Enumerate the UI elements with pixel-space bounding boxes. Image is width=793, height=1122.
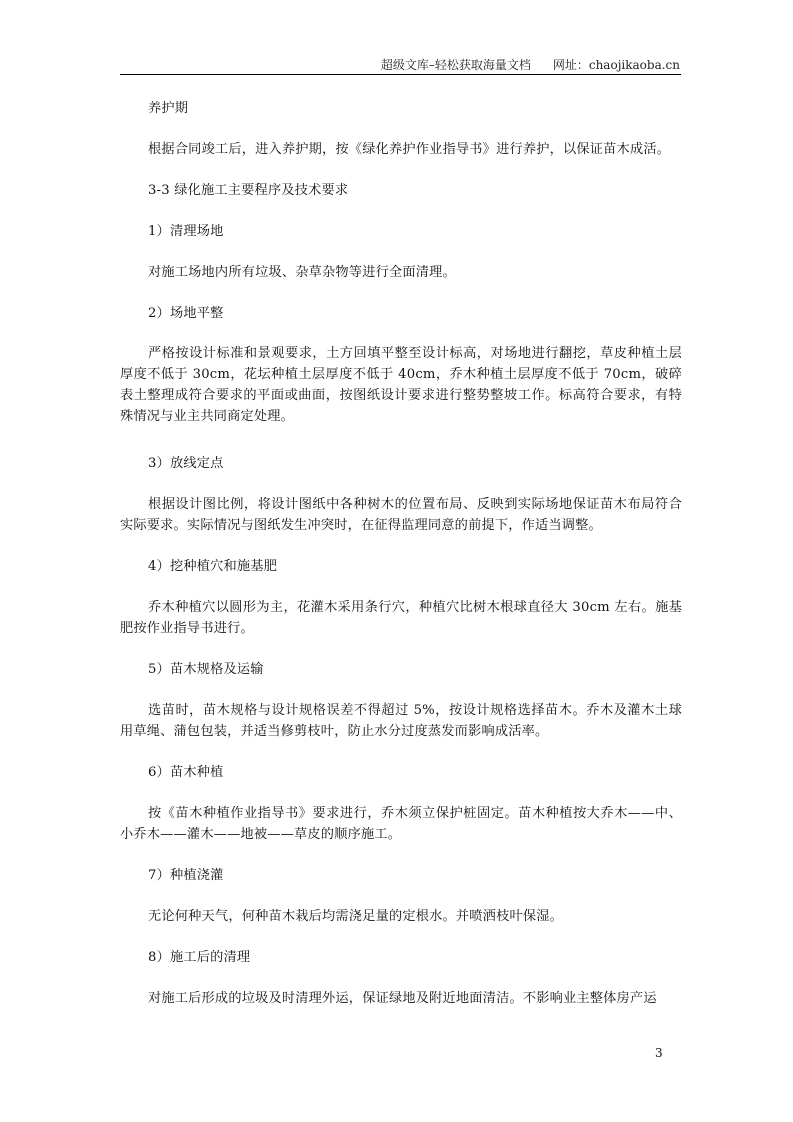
step-heading-6: 6）苗木种植 <box>148 765 224 780</box>
paragraph-seedling-spec: 选苗时，苗木规格与设计规格误差不得超过 5%，按设计规格选择苗木。乔木及灌木土球用草绳、蒲包包装，并适当修剪枝叶，防止水分过度蒸发而影响成活率。 <box>120 703 682 739</box>
step-heading-3: 3）放线定点 <box>148 456 224 471</box>
section-heading-3-3: 3-3 绿化施工主要程序及技术要求 <box>148 183 349 198</box>
paragraph-stakeout: 根据设计图比例，将设计图纸中各种树木的位置布局、反映到实际场地保证苗木布局符合实际要求。实际情况与图纸发生冲突时，在征得监理同意的前提下，作适当调整。 <box>120 497 682 533</box>
step-heading-2: 2）场地平整 <box>148 306 224 321</box>
paragraph-site-clearing: 对施工场地内所有垃圾、杂草杂物等进行全面清理。 <box>148 265 456 280</box>
step-heading-5: 5）苗木规格及运输 <box>148 662 264 677</box>
paragraph-planting-holes: 乔木种植穴以圆形为主，花灌木采用条行穴，种植穴比树木根球直径大 30cm 左右。施基肥按作业指导书进行。 <box>120 600 682 636</box>
step-heading-7: 7）种植浇灌 <box>148 868 224 883</box>
paragraph-watering: 无论何种天气，何种苗木栽后均需浇足量的定根水。并喷洒枝叶保湿。 <box>148 909 564 924</box>
header-url: 网址：chaojikaoba.cn <box>552 58 680 72</box>
page-number: 3 <box>655 1046 663 1060</box>
paragraph-site-leveling: 严格按设计标准和景观要求，土方回填平整至设计标高，对场地进行翻挖，草皮种植土层厚度不低于 30cm，花坛种植土层厚度不低于 40cm，乔木种植土层厚度不低于 70cm，破碎表土整理成符合要求的平面或曲面，按图纸设计要求进行整势整坡工作。标高符合要求，有特殊情况与业主共同商定处理。 <box>120 346 682 424</box>
header-divider <box>120 74 681 75</box>
paragraph-maintenance-period-title: 养护期 <box>148 101 189 116</box>
step-heading-8: 8）施工后的清理 <box>148 950 251 965</box>
paragraph-seedling-planting: 按《苗木种植作业指导书》要求进行，乔木须立保护桩固定。苗木种植按大乔木——中、小乔木——灌木——地被——草皮的顺序施工。 <box>120 806 682 842</box>
step-heading-4: 4）挖种植穴和施基肥 <box>148 559 278 574</box>
paragraph-post-construction-cleanup: 对施工后形成的垃圾及时清理外运，保证绿地及附近地面清洁。不影响业主整体房产运 <box>148 991 657 1006</box>
step-heading-1: 1）清理场地 <box>148 224 224 239</box>
header-site-name: 超级文库–轻松获取海量文档 <box>380 58 531 72</box>
page-header <box>120 56 680 73</box>
paragraph-maintenance-period: 根据合同竣工后，进入养护期，按《绿化养护作业指导书》进行养护，以保证苗木成活。 <box>148 142 671 157</box>
